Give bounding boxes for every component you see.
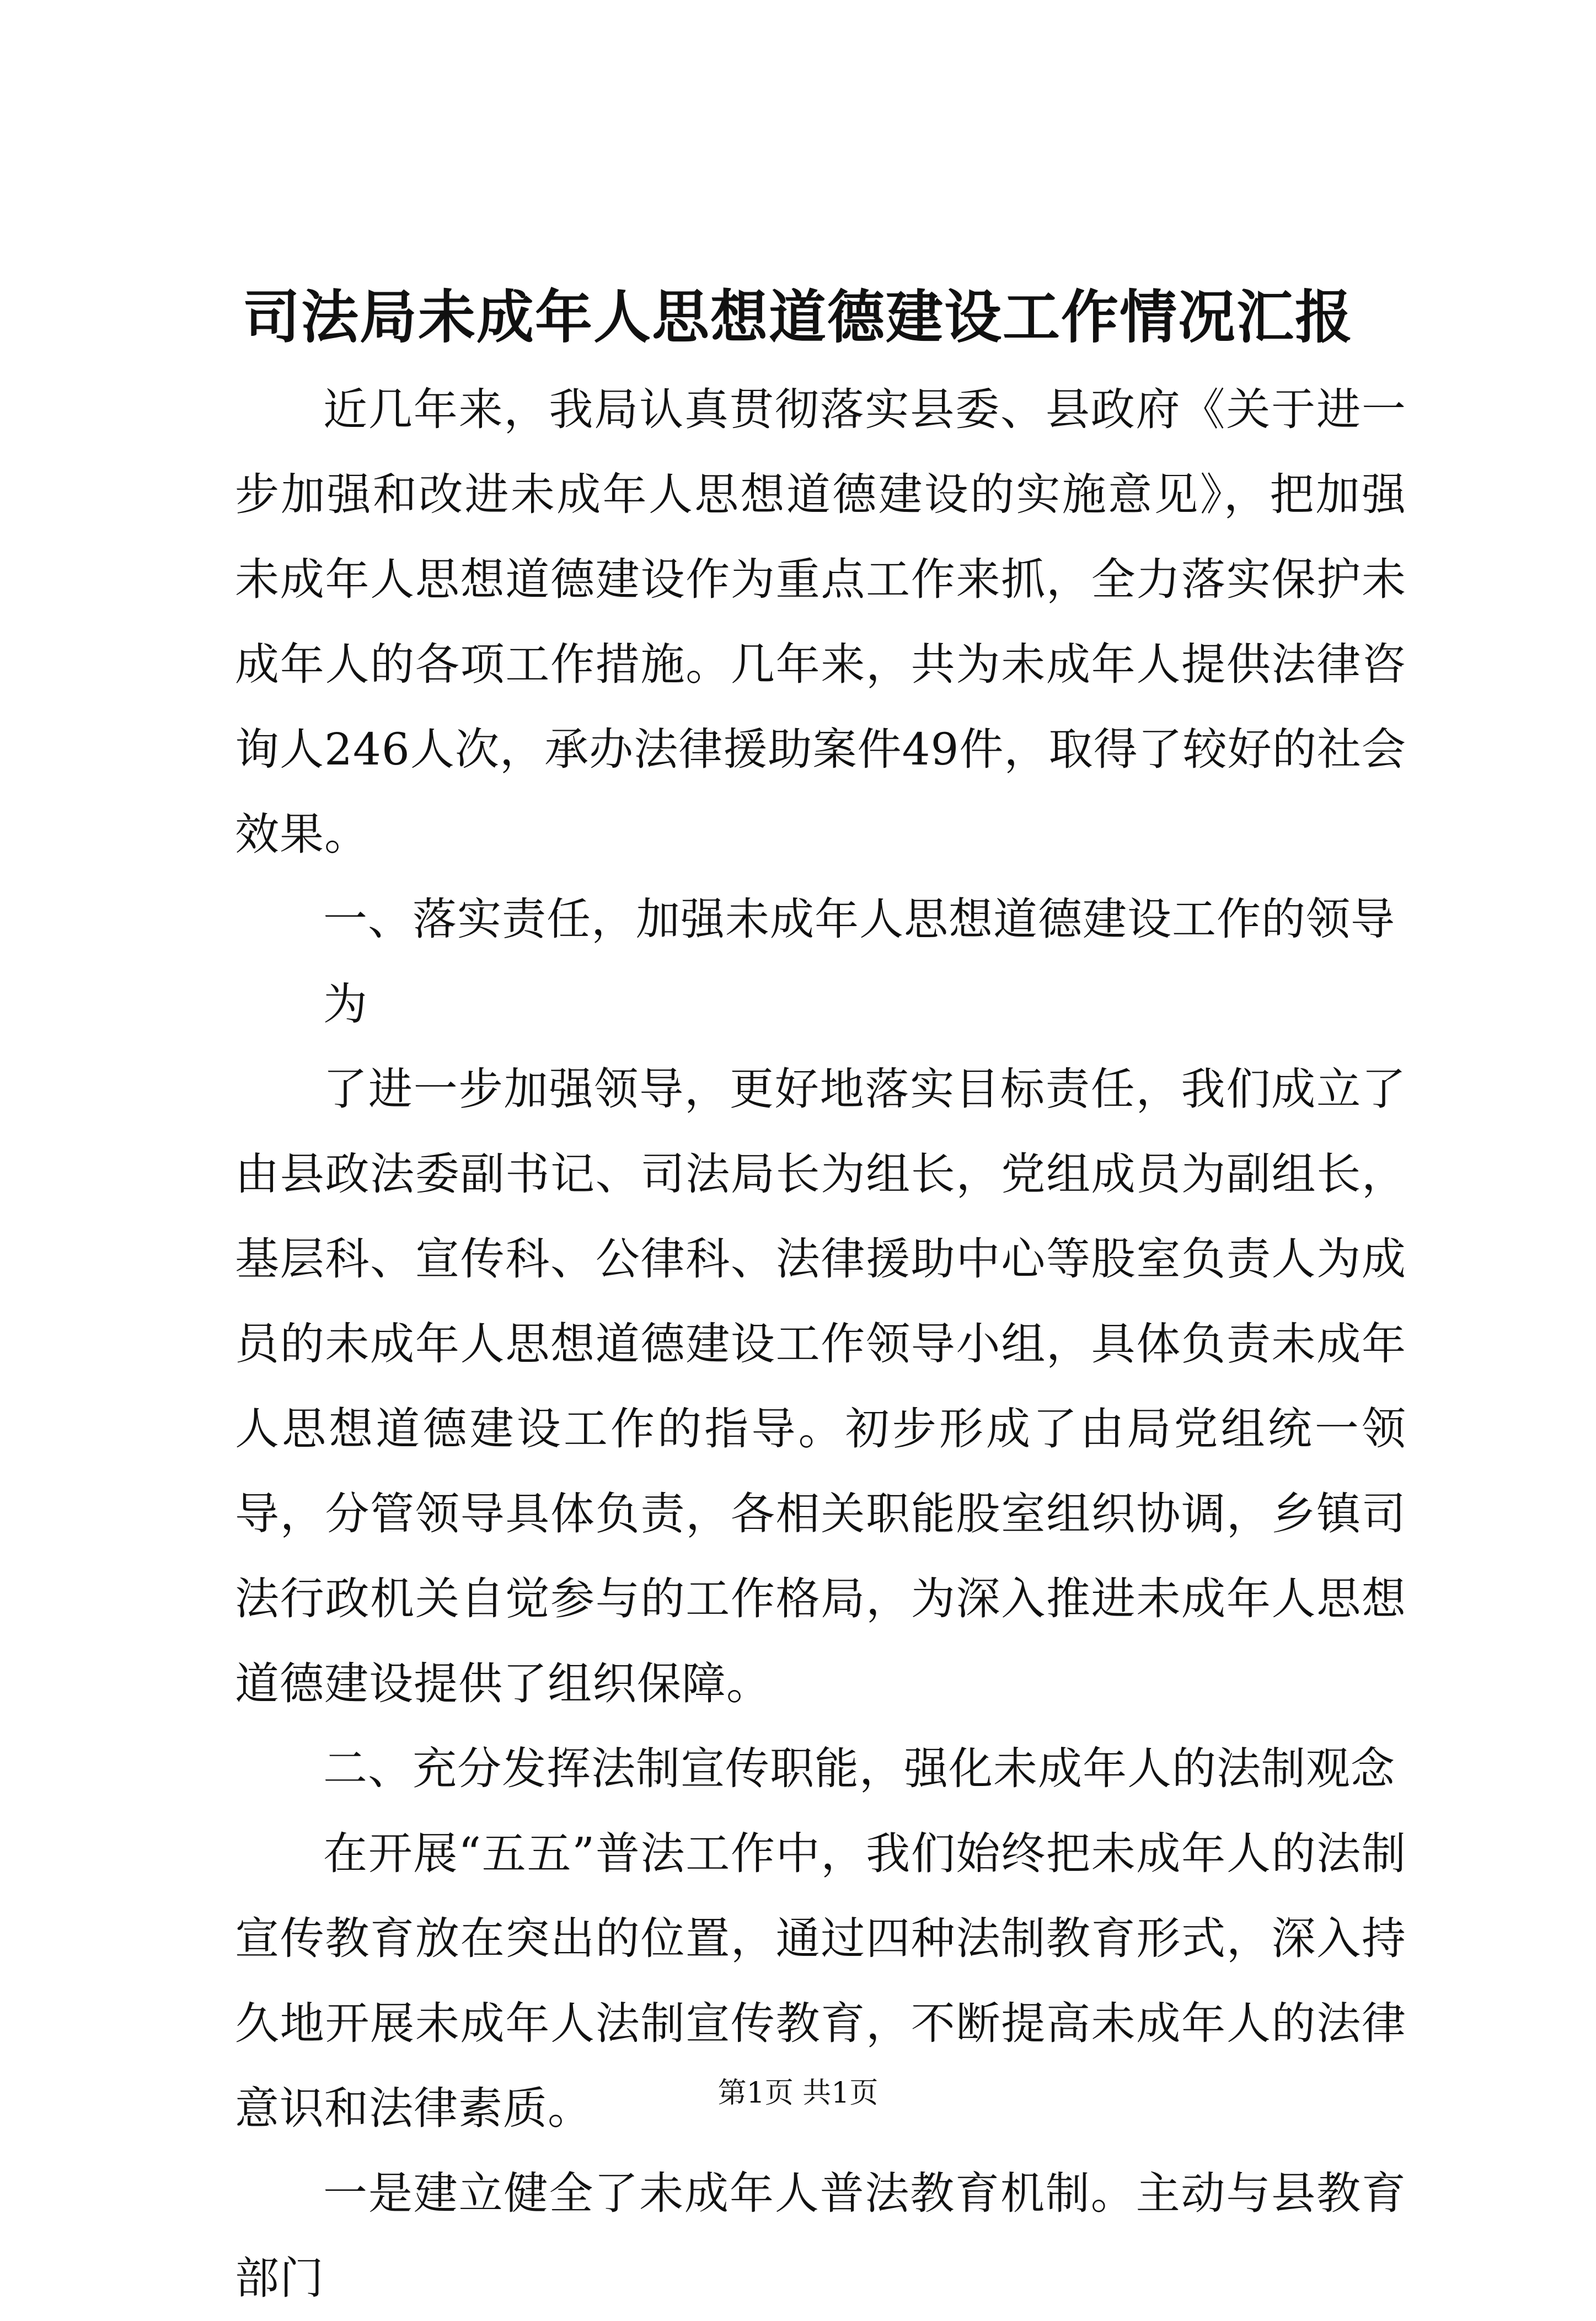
paragraph-intro: 近几年来，我局认真贯彻落实县委、县政府《关于进一步加强和改进未成年人思想道德建设的实施意见》，把加强未成年人思想道德建设作为重点工作来抓，全力落实保护未成年人的各项工作措施。几年来，共为未成年人提供法律咨询人246人次，承办法律援助案件49件，取得了较好的社会效果。	[235, 384, 1406, 860]
section-heading-1: 一、落实责任，加强未成年人思想道德建设工作的领导	[323, 894, 1395, 945]
paragraph-leadership: 了进一步加强领导，更好地落实目标责任，我们成立了由县政法委副书记、司法局长为组长，党组成员为副组长，基层科、宣传科、公律科、法律援助中心等股室负责人为成员的未成年人思想道德建设工作领导小组，具体负责未成年人思想道德建设工作的指导。初步形成了由局党组统一领导，分管领导具体负责，各相关职能股室组织协调，乡镇司法行政机关自觉参与的工作格局，为深入推进未成年人思想道德建设提供了组织保障。	[235, 1063, 1406, 1709]
paragraph-mechanism: 一是建立健全了未成年人普法教育机制。主动与县教育部门	[235, 2168, 1406, 2304]
section-heading-2: 二、充分发挥法制宣传职能，强化未成年人的法制观念	[323, 1743, 1395, 1794]
document-body	[235, 367, 1406, 2321]
paragraph-legal-education: 在开展“五五”普法工作中，我们始终把未成年人的法制宣传教育放在突出的位置，通过四种法制教育形式，深入持久地开展未成年人法制宣传教育，不断提高未成年人的法律意识和法律素质。	[235, 1828, 1406, 2134]
page-footer: 第1页 共1页	[717, 2077, 879, 2110]
paragraph-fragment: 为	[323, 978, 368, 1030]
document-title: 司法局未成年人思想道德建设工作情况汇报	[242, 283, 1353, 351]
